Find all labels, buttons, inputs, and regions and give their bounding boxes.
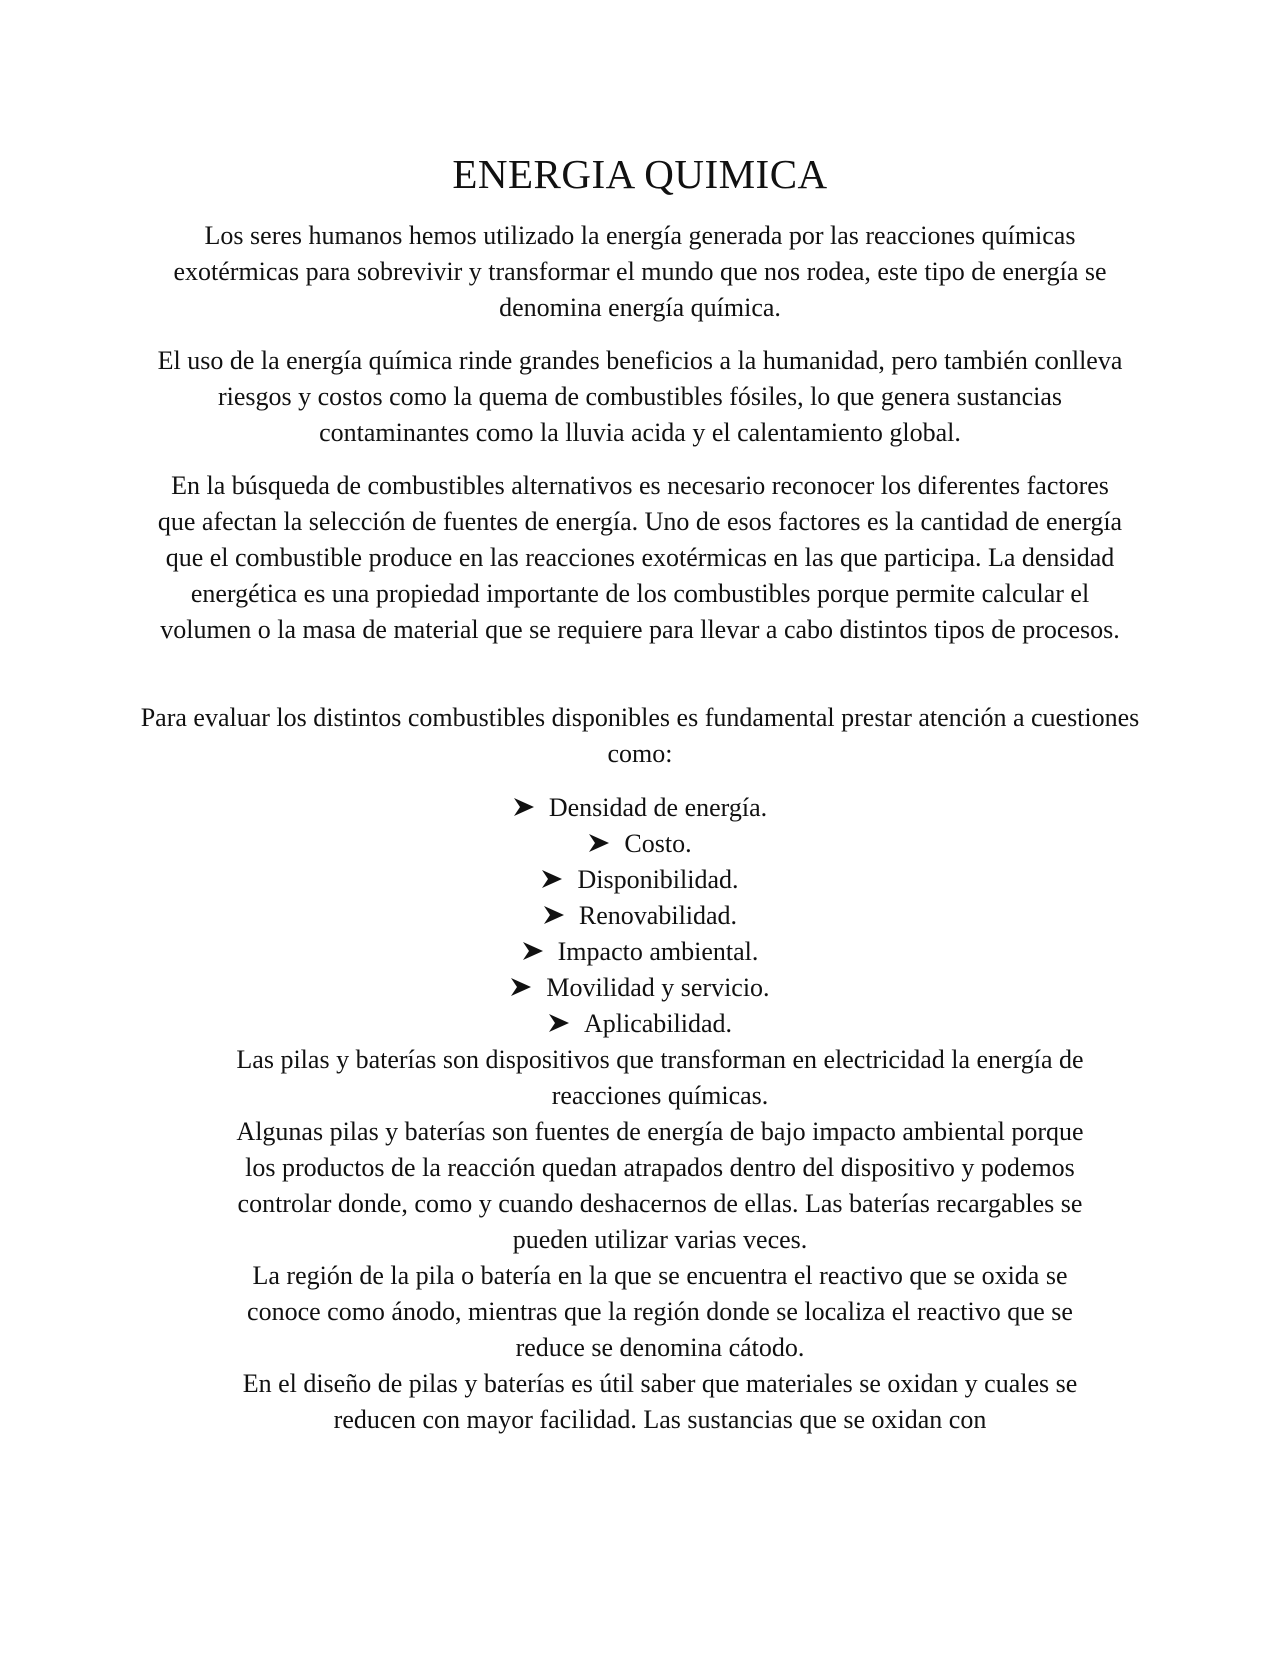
- list-item-label: Impacto ambiental.: [557, 937, 759, 966]
- list-item: [0, 790, 1280, 826]
- page-title: ENERGIA QUIMICA: [452, 151, 828, 197]
- paragraph-intro: Los seres humanos hemos utilizado la energía generada por las reacciones químicas exotérmicas para sobrevivir y transformar el mundo que nos rodea, este tipo de energía se denomina energía química.: [173, 221, 1107, 322]
- paragraph-anode-cathode: La región de la pila o batería en la que se encuentra el reactivo que se oxida se conoce como ánodo, mientras que la región donde se localiza el reactivo que se reduce se denomina cátodo.: [247, 1261, 1073, 1362]
- list-item-label: Costo.: [624, 829, 692, 858]
- arrowhead-bullet-icon: [513, 797, 535, 817]
- list-item: [0, 934, 1280, 970]
- arrowhead-bullet-icon: [543, 905, 565, 925]
- list-item-label: Disponibilidad.: [577, 865, 739, 894]
- list-item-label: Aplicabilidad.: [583, 1009, 732, 1038]
- list-item: [0, 862, 1280, 898]
- list-item-label: Movilidad y servicio.: [546, 973, 770, 1002]
- list-item-label: Renovabilidad.: [578, 901, 738, 930]
- list-item: [0, 970, 1280, 1006]
- paragraph-low-impact: Algunas pilas y baterías son fuentes de energía de bajo impacto ambiental porque los productos de la reacción quedan atrapados dentro del dispositivo y podemos controlar donde, como y cuando deshacernos de ellas. Las baterías recargables se pueden utilizar varias veces.: [236, 1117, 1084, 1254]
- paragraph-benefits: El uso de la energía química rinde grandes beneficios a la humanidad, pero también conlleva riesgos y costos como la quema de combustibles fósiles, lo que genera sustancias contaminantes como la lluvia acida y el calentamiento global.: [157, 346, 1123, 447]
- arrowhead-bullet-icon: [588, 833, 610, 853]
- paragraph-design: En el diseño de pilas y baterías es útil saber que materiales se oxidan y cuales se reducen con mayor facilidad. Las sustancias que se oxidan con: [242, 1369, 1078, 1434]
- arrowhead-bullet-icon: [548, 1013, 570, 1033]
- paragraph-batteries: Las pilas y baterías son dispositivos que transforman en electricidad la energía de reacciones químicas.: [236, 1045, 1084, 1110]
- arrowhead-bullet-icon: [522, 941, 544, 961]
- paragraph-evaluation: Para evaluar los distintos combustibles disponibles es fundamental prestar atención a cuestiones como:: [140, 703, 1140, 768]
- arrowhead-bullet-icon: [541, 869, 563, 889]
- paragraph-alternatives: En la búsqueda de combustibles alternativos es necesario reconocer los diferentes factores que afectan la selección de fuentes de energía. Uno de esos factores es la cantidad de energía que el combustible produce en las reacciones exotérmicas en las que participa. La densidad energética es una propiedad importante de los combustibles porque permite calcular el volumen o la masa de material que se requiere para llevar a cabo distintos tipos de procesos.: [157, 471, 1123, 644]
- list-item: [0, 898, 1280, 934]
- list-item: [0, 826, 1280, 862]
- list-item-label: Densidad de energía.: [548, 793, 768, 822]
- list-item: [0, 1006, 1280, 1042]
- arrowhead-bullet-icon: [510, 977, 532, 997]
- criteria-list: [0, 790, 1280, 1042]
